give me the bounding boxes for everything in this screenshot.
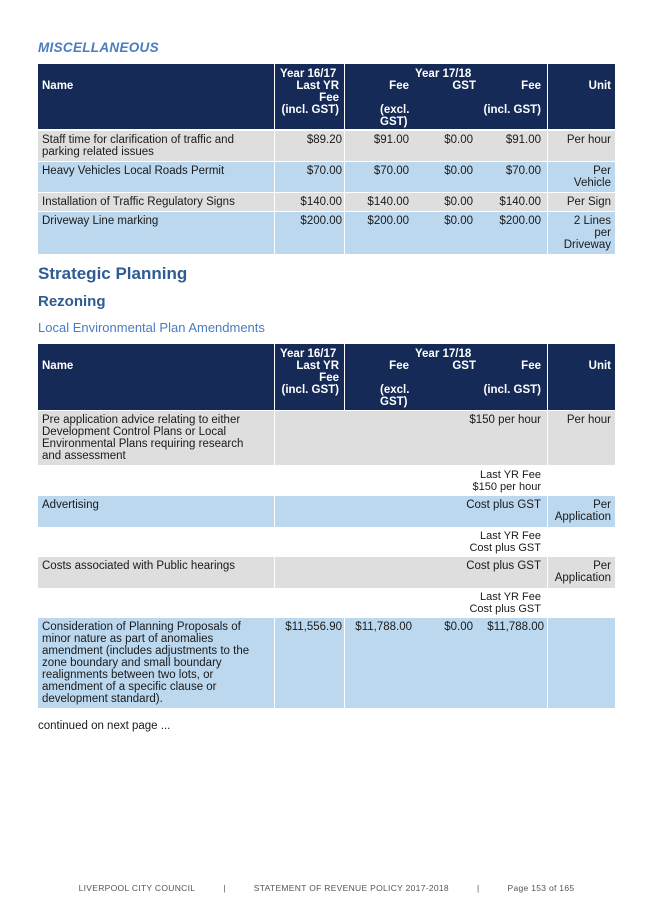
table-row xyxy=(38,212,615,254)
header-year1617: Year 16/17 xyxy=(280,348,337,360)
row-name: Advertising xyxy=(42,499,99,511)
row-last: $200.00 xyxy=(300,215,342,227)
header-gst: GST xyxy=(452,360,476,372)
last-year-fee-note xyxy=(473,469,542,493)
header-year1718: Year 17/18 xyxy=(415,348,472,360)
row-name: Heavy Vehicles Local Roads Permit xyxy=(42,165,225,177)
table-row xyxy=(38,496,615,527)
row-incl: $140.00 xyxy=(499,196,541,208)
continued-note: continued on next page ... xyxy=(38,720,171,732)
footer-separator: | xyxy=(223,883,226,893)
header-excl: (excl. xyxy=(380,104,410,116)
header-excl-gst: GST) xyxy=(380,116,408,128)
header-fee2: Fee xyxy=(521,360,541,372)
header-lastyr-incl: (incl. GST) xyxy=(281,384,339,396)
footer-separator: | xyxy=(476,883,480,893)
row-name: realignments between two lots, or xyxy=(42,669,214,681)
row-name: parking related issues xyxy=(42,146,154,158)
row-last: $89.20 xyxy=(306,134,342,146)
row-incl: $70.00 xyxy=(505,165,541,177)
row-unit: Per Sign xyxy=(566,196,611,208)
last-year-fee-label: Last YR Fee xyxy=(480,591,541,603)
footer-doc: STATEMENT OF REVENUE POLICY 2017-2018 xyxy=(253,883,449,893)
row-fee-text: Cost plus GST xyxy=(466,499,541,511)
last-year-fee-value: Cost plus GST xyxy=(469,603,541,615)
row-name: amendment of a specific clause or xyxy=(42,681,217,693)
last-year-fee-note xyxy=(469,591,541,615)
header-fee: Fee xyxy=(389,360,409,372)
header-lastyr-fee: Fee xyxy=(319,372,339,384)
header-name: Name xyxy=(42,360,74,372)
strategic-table-header xyxy=(38,344,615,410)
row-unit: Per xyxy=(593,499,611,511)
header-lastyr: Last YR xyxy=(296,360,339,372)
row-fee: $200.00 xyxy=(367,215,409,227)
row-fee: $70.00 xyxy=(373,165,409,177)
row-gst: $0.00 xyxy=(444,621,473,633)
last-year-fee-label: Last YR Fee xyxy=(480,530,541,542)
row-name: Environmental Plans requiring research xyxy=(42,438,244,450)
header-fee2: Fee xyxy=(521,80,541,92)
header-unit: Unit xyxy=(588,360,611,372)
header-incl: (incl. GST) xyxy=(483,384,541,396)
table-row xyxy=(38,162,615,192)
header-gst: GST xyxy=(452,80,476,92)
row-gst: $0.00 xyxy=(444,215,473,227)
row-name: Development Control Plans or Local xyxy=(42,426,227,438)
table-row xyxy=(38,193,615,211)
row-unit: Per hour xyxy=(566,134,611,146)
row-name: zone boundary and small boundary xyxy=(42,657,222,669)
row-last: $140.00 xyxy=(300,196,342,208)
header-fee: Fee xyxy=(389,80,409,92)
header-lastyr-incl: (incl. GST) xyxy=(281,104,339,116)
last-year-fee-note xyxy=(469,530,541,554)
row-gst: $0.00 xyxy=(444,134,473,146)
header-year1617: Year 16/17 xyxy=(280,68,337,80)
row-name: Staff time for clarification of traffic and xyxy=(42,134,234,146)
row-unit: Application xyxy=(554,511,611,523)
row-unit: Driveway xyxy=(563,239,611,251)
header-unit: Unit xyxy=(588,80,611,92)
row-name: Consideration of Planning Proposals of xyxy=(42,621,241,633)
row-fee-text: Cost plus GST xyxy=(466,560,541,572)
row-unit: Application xyxy=(554,572,611,584)
header-name: Name xyxy=(42,80,74,92)
footer-page: Page 153 of 165 xyxy=(507,883,575,893)
header-year1718: Year 17/18 xyxy=(415,68,472,80)
last-year-fee-label: Last YR Fee xyxy=(480,469,541,481)
table-row xyxy=(38,131,615,161)
heading-rezoning: Rezoning xyxy=(38,293,106,310)
last-year-fee-value: Cost plus GST xyxy=(469,542,541,554)
row-name: minor nature as part of anomalies xyxy=(42,633,214,645)
row-fee-text: $150 per hour xyxy=(469,414,541,426)
row-unit: per xyxy=(594,227,611,239)
row-last: $70.00 xyxy=(306,165,342,177)
row-unit: Per xyxy=(593,560,611,572)
header-excl: (excl. xyxy=(380,384,410,396)
footer-org: LIVERPOOL CITY COUNCIL xyxy=(78,883,196,893)
header-excl-gst: GST) xyxy=(380,396,408,408)
row-incl: $91.00 xyxy=(505,134,541,146)
row-name: Pre application advice relating to either xyxy=(42,414,241,426)
row-name: Driveway Line marking xyxy=(42,215,159,227)
row-incl: $200.00 xyxy=(499,215,541,227)
row-fee: $11,788.00 xyxy=(355,621,412,633)
table-row xyxy=(38,411,615,465)
last-year-fee-value: $150 per hour xyxy=(472,481,541,493)
row-gst: $0.00 xyxy=(444,196,473,208)
row-unit: Per hour xyxy=(566,414,611,426)
row-fee: $140.00 xyxy=(367,196,409,208)
heading-lep-amendments: Local Environmental Plan Amendments xyxy=(38,320,265,335)
misc-table-header xyxy=(38,64,615,129)
header-lastyr: Last YR xyxy=(296,80,339,92)
row-name: Costs associated with Public hearings xyxy=(42,560,236,572)
row-unit: 2 Lines xyxy=(573,215,611,227)
header-lastyr-fee: Fee xyxy=(319,92,339,104)
row-fee: $91.00 xyxy=(373,134,409,146)
row-last: $11,556.90 xyxy=(285,621,342,633)
section-title-miscellaneous: MISCELLANEOUS xyxy=(38,40,159,55)
row-gst: $0.00 xyxy=(444,165,473,177)
row-unit: Per xyxy=(593,165,611,177)
header-incl: (incl. GST) xyxy=(483,104,541,116)
row-unit: Vehicle xyxy=(573,177,611,189)
row-incl: $11,788.00 xyxy=(487,621,544,633)
row-name: and assessment xyxy=(42,450,126,462)
row-name: amendment (includes adjustments to the xyxy=(42,645,250,657)
heading-strategic-planning: Strategic Planning xyxy=(38,264,188,283)
table-row xyxy=(38,618,615,708)
page-footer xyxy=(0,883,653,893)
table-row xyxy=(38,557,615,588)
row-name: development standard). xyxy=(42,693,163,705)
row-name: Installation of Traffic Regulatory Signs xyxy=(42,196,235,208)
